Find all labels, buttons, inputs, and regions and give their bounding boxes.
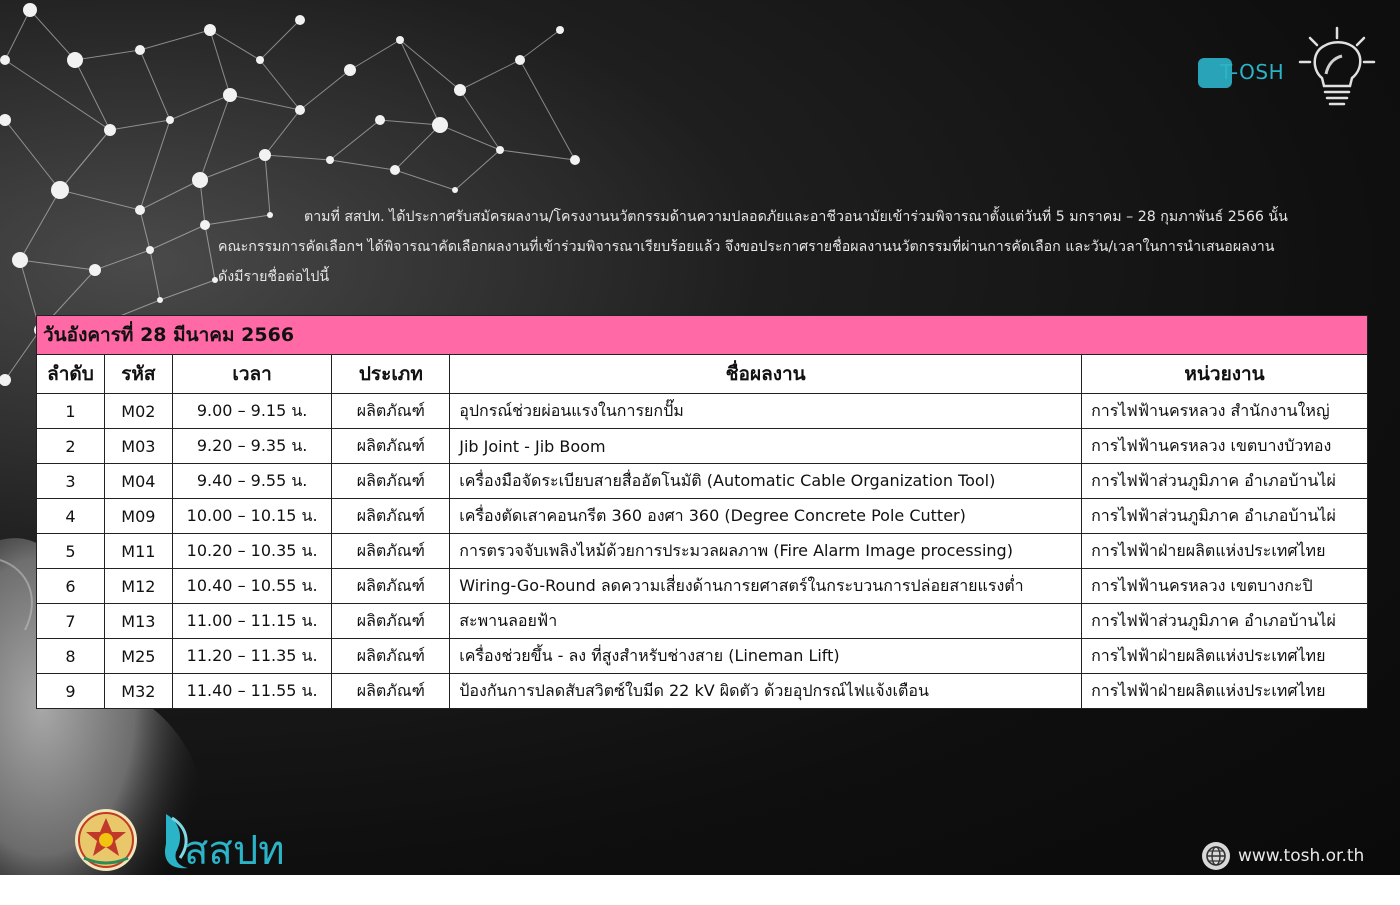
sorpor-logo bbox=[162, 812, 322, 872]
intro-line-2: คณะกรรมการคัดเลือกฯ ได้พิจารณาคัดเลือกผลงานที่เข้าร่วมพิจารณาเรียบร้อยแล้ว จึงขอประกาศรายชื่อผลงานนวัตกรรมที่ผ่านการคัดเลือก และวัน/เวลาในการนำเสนอผลงาน bbox=[218, 239, 1275, 255]
cell-time: 9.40 – 9.55 น. bbox=[172, 464, 332, 499]
cell-type: ผลิตภัณฑ์ bbox=[332, 604, 450, 639]
cell-code: M11 bbox=[104, 534, 172, 569]
cell-type: ผลิตภัณฑ์ bbox=[332, 639, 450, 674]
cell-no: 2 bbox=[37, 429, 105, 464]
cell-type: ผลิตภัณฑ์ bbox=[332, 499, 450, 534]
cell-title: อุปกรณ์ช่วยผ่อนแรงในการยกปั๊ม bbox=[450, 394, 1082, 429]
table-row bbox=[37, 534, 1368, 569]
table-row bbox=[37, 604, 1368, 639]
cell-org: การไฟฟ้าส่วนภูมิภาค อำเภอบ้านไผ่ bbox=[1082, 464, 1368, 499]
cell-type: ผลิตภัณฑ์ bbox=[332, 674, 450, 709]
tosh-logo bbox=[1198, 52, 1298, 92]
table-row bbox=[37, 394, 1368, 429]
website-link[interactable]: www.tosh.or.th bbox=[1238, 846, 1365, 866]
cell-title: Wiring-Go-Round ลดความเสี่ยงด้านการยศาสตร์ในกระบวนการปล่อยสายแรงต่ำ bbox=[450, 569, 1082, 604]
cell-org: การไฟฟ้าฝ่ายผลิตแห่งประเทศไทย bbox=[1082, 639, 1368, 674]
table-row bbox=[37, 464, 1368, 499]
cell-time: 11.20 – 11.35 น. bbox=[172, 639, 332, 674]
intro-line-3: ดังมีรายชื่อต่อไปนี้ bbox=[218, 269, 330, 285]
cell-time: 11.00 – 11.15 น. bbox=[172, 604, 332, 639]
cell-org: การไฟฟ้าส่วนภูมิภาค อำเภอบ้านไผ่ bbox=[1082, 604, 1368, 639]
cell-code: M32 bbox=[104, 674, 172, 709]
cell-code: M02 bbox=[104, 394, 172, 429]
cell-code: M03 bbox=[104, 429, 172, 464]
cell-title: เครื่องตัดเสาคอนกรีต 360 องศา 360 (Degree Concrete Pole Cutter) bbox=[450, 499, 1082, 534]
cell-code: M04 bbox=[104, 464, 172, 499]
ministry-seal-logo bbox=[74, 808, 138, 872]
lightbulb-icon bbox=[1298, 26, 1376, 112]
tosh-logo-text: T-OSH bbox=[1220, 60, 1285, 84]
cell-code: M09 bbox=[104, 499, 172, 534]
date-header-row bbox=[37, 316, 1368, 355]
cell-code: M25 bbox=[104, 639, 172, 674]
date-header: วันอังคารที่ 28 มีนาคม 2566 bbox=[37, 316, 1368, 355]
cell-title: เครื่องมือจัดระเบียบสายสื่ออัตโนมัติ (Automatic Cable Organization Tool) bbox=[450, 464, 1082, 499]
table-row bbox=[37, 674, 1368, 709]
cell-code: M12 bbox=[104, 569, 172, 604]
schedule-table bbox=[36, 315, 1368, 709]
cell-org: การไฟฟ้านครหลวง เขตบางบัวทอง bbox=[1082, 429, 1368, 464]
col-header-type: ประเภท bbox=[332, 355, 450, 394]
cell-type: ผลิตภัณฑ์ bbox=[332, 394, 450, 429]
cell-no: 1 bbox=[37, 394, 105, 429]
table-row bbox=[37, 639, 1368, 674]
cell-no: 5 bbox=[37, 534, 105, 569]
cell-type: ผลิตภัณฑ์ bbox=[332, 464, 450, 499]
cell-time: 10.40 – 10.55 น. bbox=[172, 569, 332, 604]
cell-time: 9.00 – 9.15 น. bbox=[172, 394, 332, 429]
cell-org: การไฟฟ้าส่วนภูมิภาค อำเภอบ้านไผ่ bbox=[1082, 499, 1368, 534]
col-header-time: เวลา bbox=[172, 355, 332, 394]
globe-icon bbox=[1201, 841, 1231, 871]
cell-org: การไฟฟ้าฝ่ายผลิตแห่งประเทศไทย bbox=[1082, 674, 1368, 709]
cell-time: 11.40 – 11.55 น. bbox=[172, 674, 332, 709]
cell-no: 8 bbox=[37, 639, 105, 674]
sorpor-logo-text: สสปท bbox=[184, 828, 285, 872]
cell-no: 6 bbox=[37, 569, 105, 604]
column-header-row bbox=[37, 355, 1368, 394]
cell-no: 3 bbox=[37, 464, 105, 499]
cell-time: 9.20 – 9.35 น. bbox=[172, 429, 332, 464]
table-row bbox=[37, 569, 1368, 604]
cell-title: ป้องกันการปลดสับสวิตซ์ใบมีด 22 kV ผิดตัว ด้วยอุปกรณ์ไฟแจ้งเตือน bbox=[450, 674, 1082, 709]
table-row bbox=[37, 429, 1368, 464]
cell-org: การไฟฟ้านครหลวง สำนักงานใหญ่ bbox=[1082, 394, 1368, 429]
cell-title: เครื่องช่วยขึ้น - ลง ที่สูงสำหรับช่างสาย (Lineman Lift) bbox=[450, 639, 1082, 674]
cell-title: Jib Joint - Jib Boom bbox=[450, 429, 1082, 464]
intro-line-1: ตามที่ สสปท. ได้ประกาศรับสมัครผลงาน/โครงงานนวัตกรรมด้านความปลอดภัยและอาชีวอนามัยเข้าร่วมพิจารณาตั้งแต่วันที่ 5 มกราคม – 28 กุมภาพันธ์ 2566 นั้น bbox=[304, 209, 1288, 225]
cell-time: 10.20 – 10.35 น. bbox=[172, 534, 332, 569]
col-header-code: รหัส bbox=[104, 355, 172, 394]
cell-type: ผลิตภัณฑ์ bbox=[332, 569, 450, 604]
cell-no: 4 bbox=[37, 499, 105, 534]
cell-title: สะพานลอยฟ้า bbox=[450, 604, 1082, 639]
cell-no: 7 bbox=[37, 604, 105, 639]
cell-org: การไฟฟ้าฝ่ายผลิตแห่งประเทศไทย bbox=[1082, 534, 1368, 569]
cell-code: M13 bbox=[104, 604, 172, 639]
intro-paragraph bbox=[218, 202, 1333, 292]
cell-time: 10.00 – 10.15 น. bbox=[172, 499, 332, 534]
cell-no: 9 bbox=[37, 674, 105, 709]
table-row bbox=[37, 499, 1368, 534]
col-header-org: หน่วยงาน bbox=[1082, 355, 1368, 394]
cell-type: ผลิตภัณฑ์ bbox=[332, 429, 450, 464]
cell-type: ผลิตภัณฑ์ bbox=[332, 534, 450, 569]
col-header-no: ลำดับ bbox=[37, 355, 105, 394]
cell-title: การตรวจจับเพลิงไหม้ด้วยการประมวลผลภาพ (Fire Alarm Image processing) bbox=[450, 534, 1082, 569]
cell-org: การไฟฟ้านครหลวง เขตบางกะปิ bbox=[1082, 569, 1368, 604]
col-header-title: ชื่อผลงาน bbox=[450, 355, 1082, 394]
